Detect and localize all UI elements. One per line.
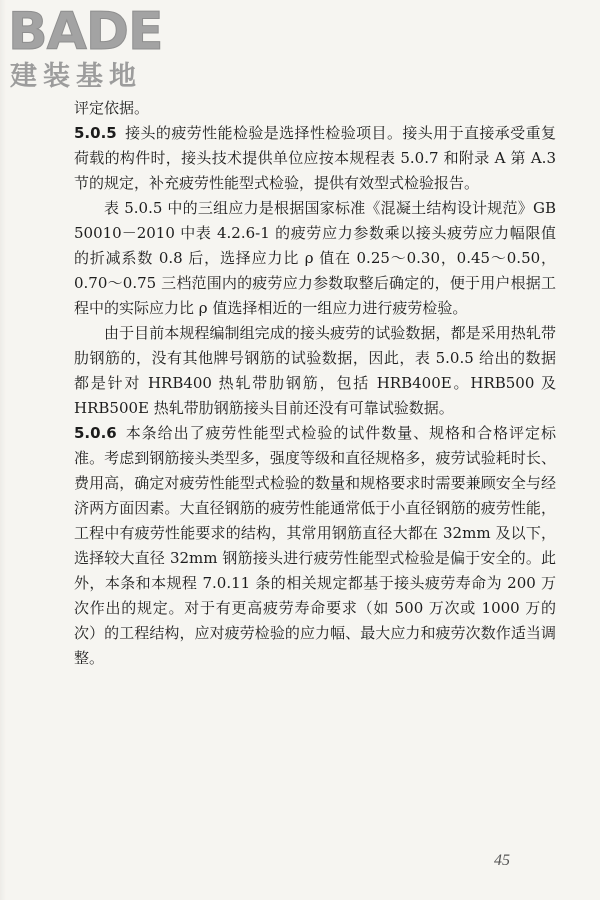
paragraph-clause-5-0-6 — [74, 421, 556, 671]
paragraph-1 — [74, 96, 556, 121]
paragraph-text: 接头的疲劳性能检验是选择性检验项目。接头用于直接承受重复荷载的构件时，接头技术提供单位应按本规程表 5.0.7 和附录 A 第 A.3 节的规定，补充疲劳性能型式检验，提供有效型式检验报告。 — [74, 124, 556, 192]
paragraph-test-data — [74, 321, 556, 421]
paragraph-text: 表 5.0.5 中的三组应力是根据国家标准《混凝土结构设计规范》GB 50010－2010 中表 4.2.6-1 的疲劳应力参数乘以接头疲劳应力幅限值的折减系数 0.8 后，选择应力比 ρ 值在 0.25～0.30，0.45～0.50，0.70～0.75 三档范围内的疲劳应力参数取整后确定的，便于用户根据工程中的实际应力比 ρ 值选择相近的一组应力进行疲劳检验。 — [74, 199, 556, 317]
logo-subtitle: 建装基地 — [10, 61, 142, 92]
paragraph-text: 本条给出了疲劳性能型式检验的试件数量、规格和合格评定标准。考虑到钢筋接头类型多，强度等级和直径规格多，疲劳试验耗时长、费用高，确定对疲劳性能型式检验的数量和规格要求时需要兼顾安全与经济两方面因素。大直径钢筋的疲劳性能通常低于小直径钢筋的疲劳性能，工程中有疲劳性能要求的结构，其常用钢筋直径大都在 32mm 及以下，选择较大直径 32mm 钢筋接头进行疲劳性能型式检验是偏于安全的。此外，本条和本规程 7.0.11 条的相关规定都基于接头疲劳寿命为 200 万次作出的规定。对于有更高疲劳寿命要求（如 500 万次或 1000 万的次）的工程结构，应对疲劳检验的应力幅、最大应力和疲劳次数作适当调整。 — [74, 424, 556, 667]
paragraph-text: 评定依据。 — [74, 99, 150, 117]
paragraph-clause-5-0-5 — [74, 121, 556, 196]
logo-brand: BADE — [8, 2, 163, 62]
clause-number: 5.0.6 — [74, 424, 117, 442]
clause-number: 5.0.5 — [74, 124, 117, 142]
page-number: 45 — [494, 852, 510, 869]
watermark-logo — [8, 4, 178, 96]
paragraph-text: 由于目前本规程编制组完成的接头疲劳的试验数据，都是采用热轧带肋钢筋的，没有其他牌号钢筋的试验数据，因此，表 5.0.5 给出的数据都是针对 HRB400 热轧带肋钢筋，包括 HRB400E。HRB500 及 HRB500E 热轧带肋钢筋接头目前还没有可靠试验数据。 — [74, 324, 556, 417]
paragraph-stress-groups — [74, 196, 556, 321]
body-text — [74, 96, 556, 671]
